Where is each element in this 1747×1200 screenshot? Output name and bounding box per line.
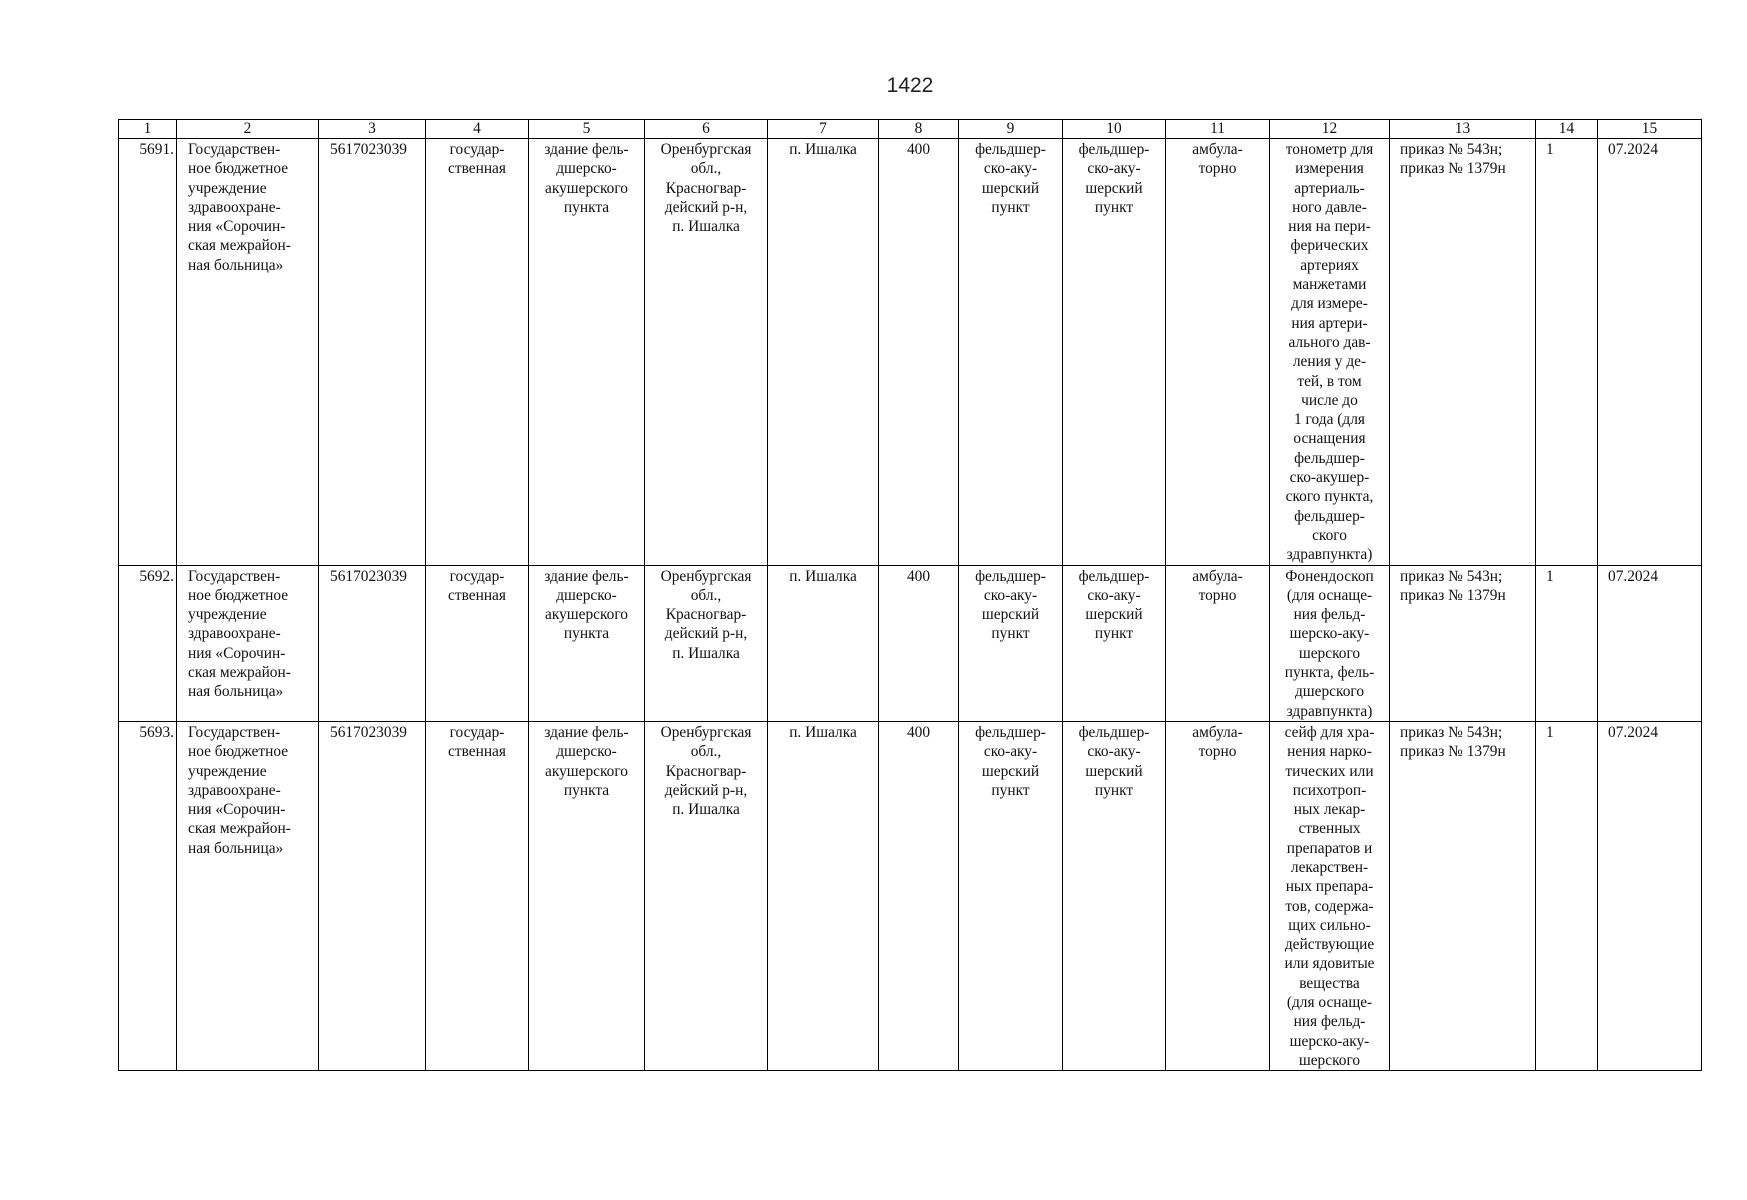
column-header: 4 — [426, 120, 529, 139]
table-row — [119, 139, 1702, 566]
equipment-name: тонометр для измерения артериаль- ного давле- ния на пери- ферических артериях манжетами для измере- ния артери- ального дав- ления у де- тей, в том числе до 1 года (для оснащения фельдшер- ско-акушер- ского пункта, фельдшер- ского здравпункта) — [1270, 139, 1390, 566]
population: 400 — [879, 139, 959, 566]
column-header: 2 — [177, 120, 319, 139]
locality: п. Ишалка — [768, 565, 879, 721]
order-reference: приказ № 543н; приказ № 1379н — [1390, 565, 1536, 721]
locality: п. Ишалка — [768, 721, 879, 1070]
equipment-name: сейф для хра- нения нарко- тических или психотроп- ных лекар- ственных препаратов и лекарствен- ных препара- тов, содержа- щих сильно- действующие или ядовитые вещества (для оснаще- ния фельд- шерско-аку- шерского — [1270, 721, 1390, 1070]
column-header: 7 — [768, 120, 879, 139]
column-header: 3 — [319, 120, 426, 139]
unit-type-secondary: фельдшер- ско-аку- шерский пункт — [1063, 721, 1166, 1070]
column-header: 15 — [1598, 120, 1702, 139]
column-header: 12 — [1270, 120, 1390, 139]
date: 07.2024 — [1598, 721, 1702, 1070]
institution-name: Государствен- ное бюджетное учреждение здравоохране- ния «Сорочин- ская межрайон- ная больница» — [177, 565, 319, 721]
building-name: здание фель- дшерско- акушерского пункта — [529, 721, 645, 1070]
column-header: 10 — [1063, 120, 1166, 139]
row-number: 5691. — [119, 139, 177, 566]
care-form: амбула- торно — [1166, 139, 1270, 566]
column-header: 9 — [959, 120, 1063, 139]
unit-type: фельдшер- ско-аку- шерский пункт — [959, 139, 1063, 566]
unit-type: фельдшер- ско-аку- шерский пункт — [959, 721, 1063, 1070]
address: Оренбургская обл., Красногвар- дейский р-н, п. Ишалка — [645, 139, 768, 566]
ownership-form: государ- ственная — [426, 565, 529, 721]
building-name: здание фель- дшерско- акушерского пункта — [529, 565, 645, 721]
registry-table — [118, 119, 1702, 1071]
ownership-form: государ- ственная — [426, 721, 529, 1070]
care-form: амбула- торно — [1166, 565, 1270, 721]
inn: 5617023039 — [319, 139, 426, 566]
locality: п. Ишалка — [768, 139, 879, 566]
table-row — [119, 565, 1702, 721]
column-header: 1 — [119, 120, 177, 139]
institution-name: Государствен- ное бюджетное учреждение здравоохране- ния «Сорочин- ская межрайон- ная больница» — [177, 721, 319, 1070]
date: 07.2024 — [1598, 139, 1702, 566]
row-number: 5693. — [119, 721, 177, 1070]
column-number-row — [119, 120, 1702, 139]
date: 07.2024 — [1598, 565, 1702, 721]
column-header: 13 — [1390, 120, 1536, 139]
column-header: 6 — [645, 120, 768, 139]
column-header: 8 — [879, 120, 959, 139]
ownership-form: государ- ственная — [426, 139, 529, 566]
unit-type-secondary: фельдшер- ско-аку- шерский пункт — [1063, 565, 1166, 721]
unit-type: фельдшер- ско-аку- шерский пункт — [959, 565, 1063, 721]
care-form: амбула- торно — [1166, 721, 1270, 1070]
quantity: 1 — [1536, 565, 1598, 721]
building-name: здание фель- дшерско- акушерского пункта — [529, 139, 645, 566]
table-row — [119, 721, 1702, 1070]
quantity: 1 — [1536, 721, 1598, 1070]
order-reference: приказ № 543н; приказ № 1379н — [1390, 139, 1536, 566]
address: Оренбургская обл., Красногвар- дейский р-н, п. Ишалка — [645, 721, 768, 1070]
population: 400 — [879, 721, 959, 1070]
quantity: 1 — [1536, 139, 1598, 566]
page-number: 1422 — [886, 74, 934, 97]
equipment-name: Фонендоскоп (для оснаще- ния фельд- шерско-аку- шерского пункта, фель- дшерского здравпункта) — [1270, 565, 1390, 721]
column-header: 11 — [1166, 120, 1270, 139]
column-header: 5 — [529, 120, 645, 139]
inn: 5617023039 — [319, 721, 426, 1070]
address: Оренбургская обл., Красногвар- дейский р-н, п. Ишалка — [645, 565, 768, 721]
unit-type-secondary: фельдшер- ско-аку- шерский пункт — [1063, 139, 1166, 566]
row-number: 5692. — [119, 565, 177, 721]
order-reference: приказ № 543н; приказ № 1379н — [1390, 721, 1536, 1070]
column-header: 14 — [1536, 120, 1598, 139]
institution-name: Государствен- ное бюджетное учреждение здравоохране- ния «Сорочин- ская межрайон- ная больница» — [177, 139, 319, 566]
population: 400 — [879, 565, 959, 721]
inn: 5617023039 — [319, 565, 426, 721]
